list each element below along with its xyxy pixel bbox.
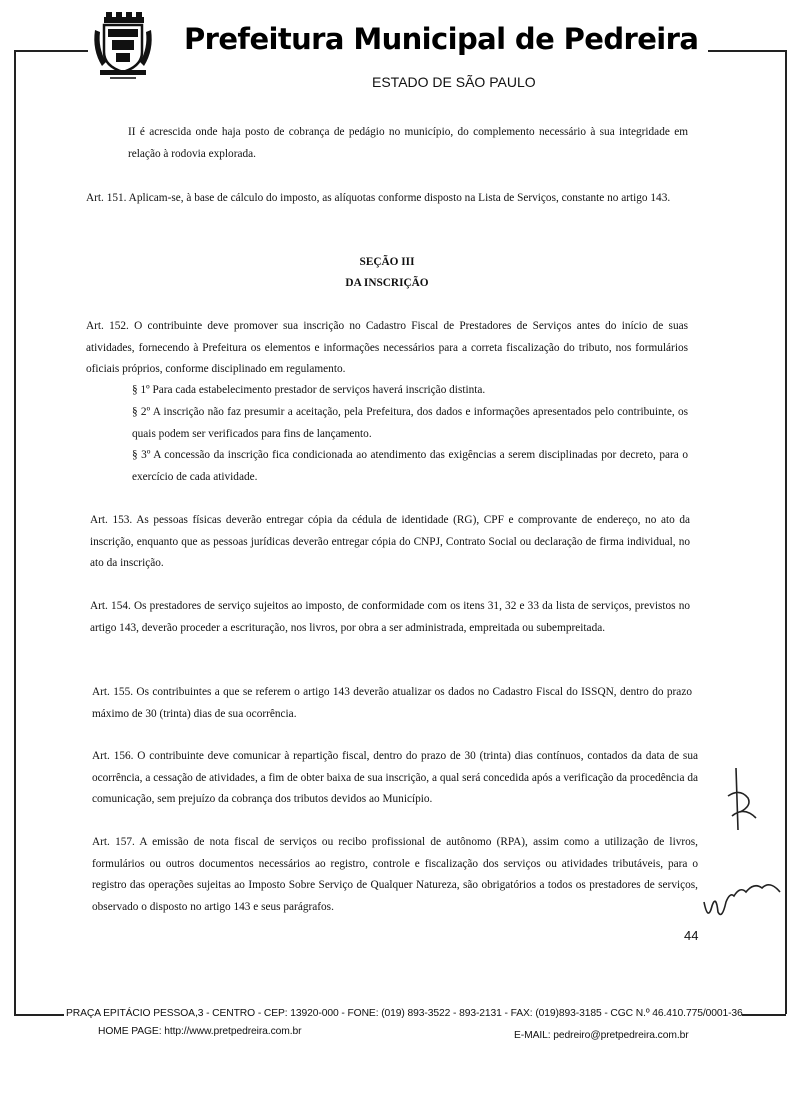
section-title: SEÇÃO III [359,256,415,268]
page-number: 44 [684,928,699,943]
art-152-paragraph-3: § 3º A concessão da inscrição fica condicionada ao atendimento das exigências a serem disciplinadas por decreto, para o exercício de cada atividade. [132,449,688,483]
art-155-paragraph: Art. 155. Os contribuintes a que se referem o artigo 143 deverão atualizar os dados no Cadastro Fiscal do ISSQN, dentro do prazo máximo de 30 (trinta) dias de sua ocorrência. [92,686,692,720]
handwritten-signature [700,872,786,924]
footer-rule-right [742,1014,786,1016]
footer-address: PRAÇA EPITÁCIO PESSOA,3 - CENTRO - CEP: 13920-000 - FONE: (019) 893-3522 - 893-2131 - FAX: (019)893-3185 - CGC N.º 46.410.775/0001-36 [66,1008,743,1019]
frame-left-edge [14,50,16,1014]
art-157-paragraph: Art. 157. A emissão de nota fiscal de serviços ou recibo profissional de autônomo (RPA), assim como a utilização de livros, formulários ou outros documentos necessários ao registro, controle e fiscalização dos serviços ou atividades tributáveis, para o registro das operações sujeitas ao Imposto Sobre Serviço de Qualquer Natureza, são obrigatórios a todos os prestadores de serviços, observado o disposto no artigo 143 e seus parágrafos. [92,836,698,913]
footer-homepage: HOME PAGE: http://www.pretpedreira.com.br [98,1026,302,1037]
section-subtitle: DA INSCRIÇÃO [345,277,429,289]
header-rule-right [708,50,786,52]
handwritten-initial-signature [722,766,762,838]
header-rule-left [14,50,88,52]
art-156-paragraph: Art. 156. O contribuinte deve comunicar à repartição fiscal, dentro do prazo de 30 (trinta) dias contínuos, contados da data de sua ocorrência, a cessação de atividades, a fim de obter baixa de sua inscrição, a qual será concedida após a verificação da procedência da comunicação, sem prejuízo da cobrança dos tributos devidos ao Município. [92,750,698,805]
frame-right-edge [785,50,787,1014]
art-152-paragraph-1: § 1º Para cada estabelecimento prestador de serviços haverá inscrição distinta. [132,384,486,396]
art-152-paragraph: Art. 152. O contribuinte deve promover sua inscrição no Cadastro Fiscal de Prestadores de Serviços antes do início de suas atividades, fornecendo à Prefeitura os elementos e informações necessários para a correta fiscalização do tributo, nos formulários oficiais próprios, conforme disciplinado em regulamento. [86,320,688,375]
coat-of-arms-icon [92,12,154,82]
municipality-title: Prefeitura Municipal de Pedreira [184,22,699,56]
item-ii-paragraph: II é acrescida onde haja posto de cobrança de pedágio no município, do complemento necessário à sua integridade em relação à rodovia explorada. [128,126,688,160]
art-154-paragraph: Art. 154. Os prestadores de serviço sujeitos ao imposto, de conformidade com os itens 31, 32 e 33 da lista de serviços, previstos no artigo 143, deverão proceder a escrituração, nos livros, por obra a ser administrada, empreitada ou subempreitada. [90,600,690,634]
footer-email: E-MAIL: pedreiro@pretpedreira.com.br [514,1030,689,1041]
art-151-paragraph: Art. 151. Aplicam-se, à base de cálculo do imposto, as alíquotas conforme disposto na Lista de Serviços, constante no artigo 143. [86,192,671,204]
footer-rule-left [14,1014,64,1016]
state-subtitle: ESTADO DE SÃO PAULO [372,74,536,90]
art-152-paragraph-2: § 2º A inscrição não faz presumir a aceitação, pela Prefeitura, dos dados e informações apresentados pelo contribuinte, os quais podem ser verificados para fins de lançamento. [132,406,688,440]
art-153-paragraph: Art. 153. As pessoas físicas deverão entregar cópia da cédula de identidade (RG), CPF e comprovante de endereço, no ato da inscrição, enquanto que as pessoas jurídicas deverão entregar cópia do CNPJ, Contrato Social ou declaração de firma individual, no ato da inscrição. [90,514,690,569]
